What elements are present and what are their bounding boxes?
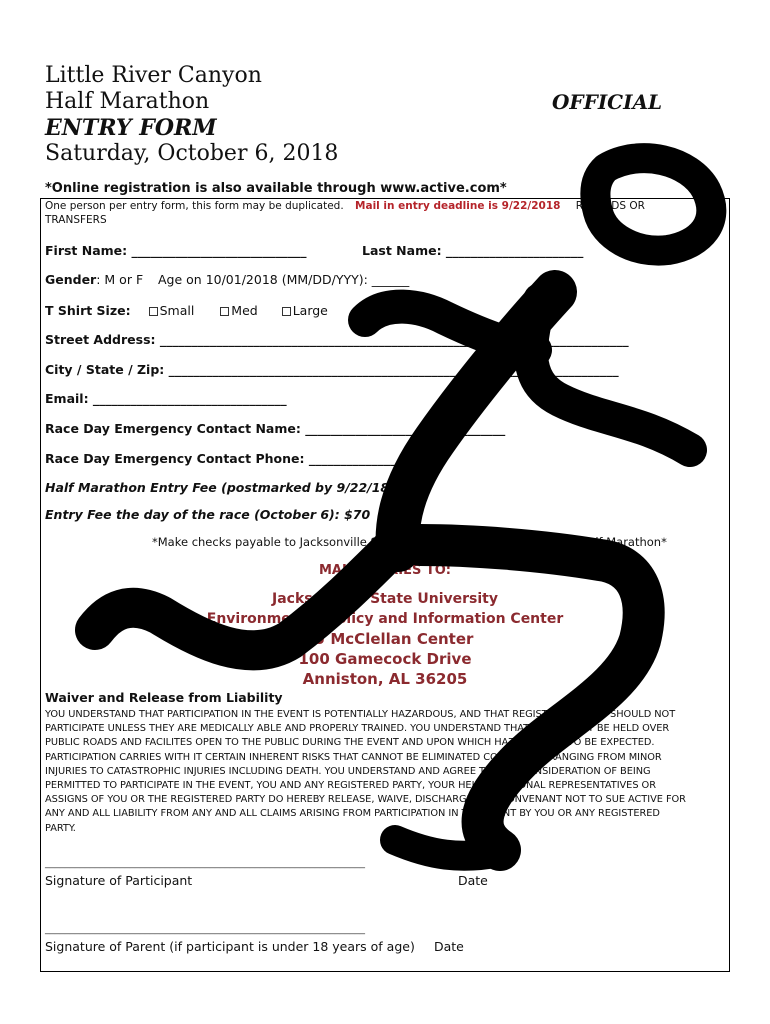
parent-date-label: Date: [434, 939, 464, 954]
mail-address-line4: 100 Gamecock Drive: [298, 650, 472, 668]
waiver-heading: Waiver and Release from Liability: [45, 690, 283, 705]
mail-deadline: Mail in entry deadline is 9/22/2018: [355, 200, 561, 212]
mail-address-line3: JSU McClellan Center: [296, 630, 474, 648]
title-line-1: Little River Canyon: [45, 63, 262, 88]
title-line-2: Half Marathon: [45, 89, 210, 114]
emergency-contact-name-field[interactable]: Race Day Emergency Contact Name: ________________________________: [45, 421, 506, 436]
age-field[interactable]: Age on 10/01/2018 (MM/DD/YYY): ______: [158, 272, 410, 287]
first-name-field[interactable]: First Name: ____________________________: [45, 243, 307, 258]
waiver-line: PARTICIPATION CARRIES WITH IT CERTAIN INHERENT RISKS THAT CANNOT BE ELIMINATED COMPLETELY RANGING FROM MINOR: [45, 751, 662, 763]
gender-options: : M or F: [96, 272, 144, 287]
online-registration-note: *Online registration is also available through www.active.com*: [45, 181, 507, 196]
intro-duplicate-note: One person per entry form, this form may be duplicated.: [45, 200, 344, 212]
waiver-line: PARTICIPATE UNLESS THEY ARE MEDICALLY ABLE AND PROPERLY TRAINED. YOU UNDERSTAND THAT EVENTS MAY BE HELD OVER: [45, 723, 670, 735]
size-large-label: Large: [292, 303, 328, 318]
waiver-line: ASSIGNS OF YOU OR THE REGISTERED PARTY DO HEREBY RELEASE, WAIVE, DISCHARGE AND CONVENANT NOT TO SUE ACTIVE FOR: [45, 794, 686, 806]
waiver-line: PERMITTED TO PARTICIPATE IN THE EVENT, YOU AND ANY REGISTERED PARTY, YOUR HEIRS, PERSONAL REPRESENTATIVES OR: [45, 780, 656, 792]
parent-signature-label: Signature of Parent (if participant is under 18 years of age): [45, 939, 415, 954]
city-state-zip-field[interactable]: City / State / Zip: ________________________________________________________________________: [45, 362, 619, 377]
refunds-note: REFUNDS OR: [575, 200, 645, 212]
waiver-line: INJURIES TO CATASTROPHIC INJURIES INCLUDING DEATH. YOU UNDERSTAND AND AGREE THAT IN CONSIDERATION OF BEING: [45, 765, 651, 777]
waiver-line: ANY AND ALL LIABILITY FROM ANY AND ALL CLAIMS ARISING FROM PARTICIPATION IN THE EVENT BY YOU OR ANY REGISTERED: [45, 808, 660, 820]
gender-label: Gender: [45, 272, 97, 287]
official-label: OFFICIAL: [552, 90, 663, 114]
entry-fee-postmarked: Half Marathon Entry Fee (postmarked by 9/22/18):: [45, 480, 400, 495]
last-name-field[interactable]: Last Name: ______________________: [362, 243, 584, 258]
mail-address-line5: Anniston, AL 36205: [302, 670, 468, 688]
entry-fee-race-day: Entry Fee the day of the race (October 6): $70: [45, 507, 371, 522]
parent-signature-line[interactable]: ________________________________________________________________: [45, 924, 365, 935]
mail-address-line1: Jacksonville State University: [272, 591, 498, 607]
participant-signature-line[interactable]: ________________________________________________________________: [45, 858, 365, 869]
mail-address-line2: Environmental Policy and Information Center: [206, 611, 564, 627]
refunds-note-line2: TRANSFERS: [45, 214, 107, 226]
size-small-label: Small: [159, 303, 195, 318]
street-address-field[interactable]: Street Address: ___________________________________________________________________________: [45, 332, 629, 347]
participant-date-label: Date: [458, 873, 488, 888]
event-date: Saturday, October 6, 2018: [45, 141, 339, 166]
waiver-line: YOU UNDERSTAND THAT PARTICIPATION IN THE EVENT IS POTENTIALLY HAZARDOUS, AND THAT REGISTERED PARTY SHOULD NOT: [45, 709, 676, 720]
participant-signature-label: Signature of Participant: [45, 873, 193, 888]
mail-entries-heading: MAIL ENTRIES TO:: [318, 563, 451, 578]
waiver-line: PUBLIC ROADS AND FACILITES OPEN TO THE PUBLIC DURING THE EVENT AND UPON WHICH HAZARDS ARE TO BE EXPECTED.: [45, 737, 655, 749]
size-med-label: Med: [231, 303, 258, 318]
tshirt-label: T Shirt Size:: [45, 303, 131, 318]
checks-payable-note: *Make checks payable to Jacksonville State University/Little River Canyon Half Marathon*: [152, 535, 667, 549]
waiver-line: PARTY.: [45, 822, 76, 834]
emergency-contact-phone-field[interactable]: Race Day Emergency Contact Phone: ______________: [45, 451, 397, 466]
entry-form-title: ENTRY FORM: [45, 115, 217, 141]
email-field[interactable]: Email: _______________________________: [45, 391, 287, 406]
